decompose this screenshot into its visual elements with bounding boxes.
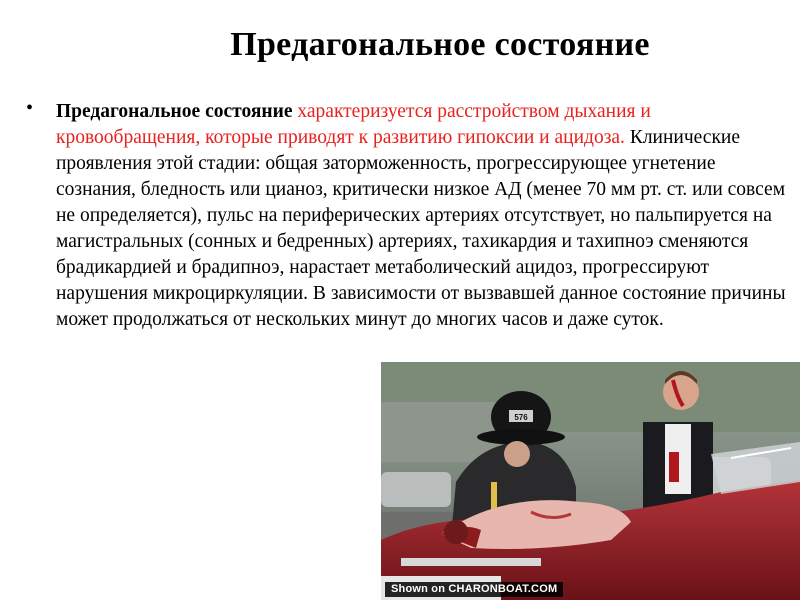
bullet-description: Клинические проявления этой стадии: общая заторможенность, прогрессирующее угнетение сознания, бледность или цианоз, критически низкое АД (менее 70 мм рт. ст. или совсем не определяется), пульс на периферических артериях отсутствует, но пальпируется на магистральных (сонных и бедренных) артериях, тахикардия и тахипноэ сменяются брадикардией и брадипноэ, нарастает метаболический ацидоз, прогрессируют нарушения микроциркуляции. В зависимости от вызвавшей данное состояние причины может продолжаться от нескольких минут до многих часов и даже суток.	[56, 127, 786, 330]
bullet-term: Предагональное состояние	[56, 101, 293, 122]
bullet-definition: характеризуется расстройством дыхания и кровообращения, которые приводят к развитию гипоксии и ацидоза.	[56, 101, 651, 148]
accident-photo	[381, 362, 800, 600]
bullet-text	[56, 99, 796, 333]
watermark: Shown on CHARONBOAT.COM	[385, 582, 563, 597]
bullet-dot: •	[26, 97, 34, 119]
helmet-number: 576	[514, 413, 528, 422]
slide-title: Предагональное состояние	[230, 26, 650, 63]
accident-scene-illustration	[381, 362, 800, 600]
